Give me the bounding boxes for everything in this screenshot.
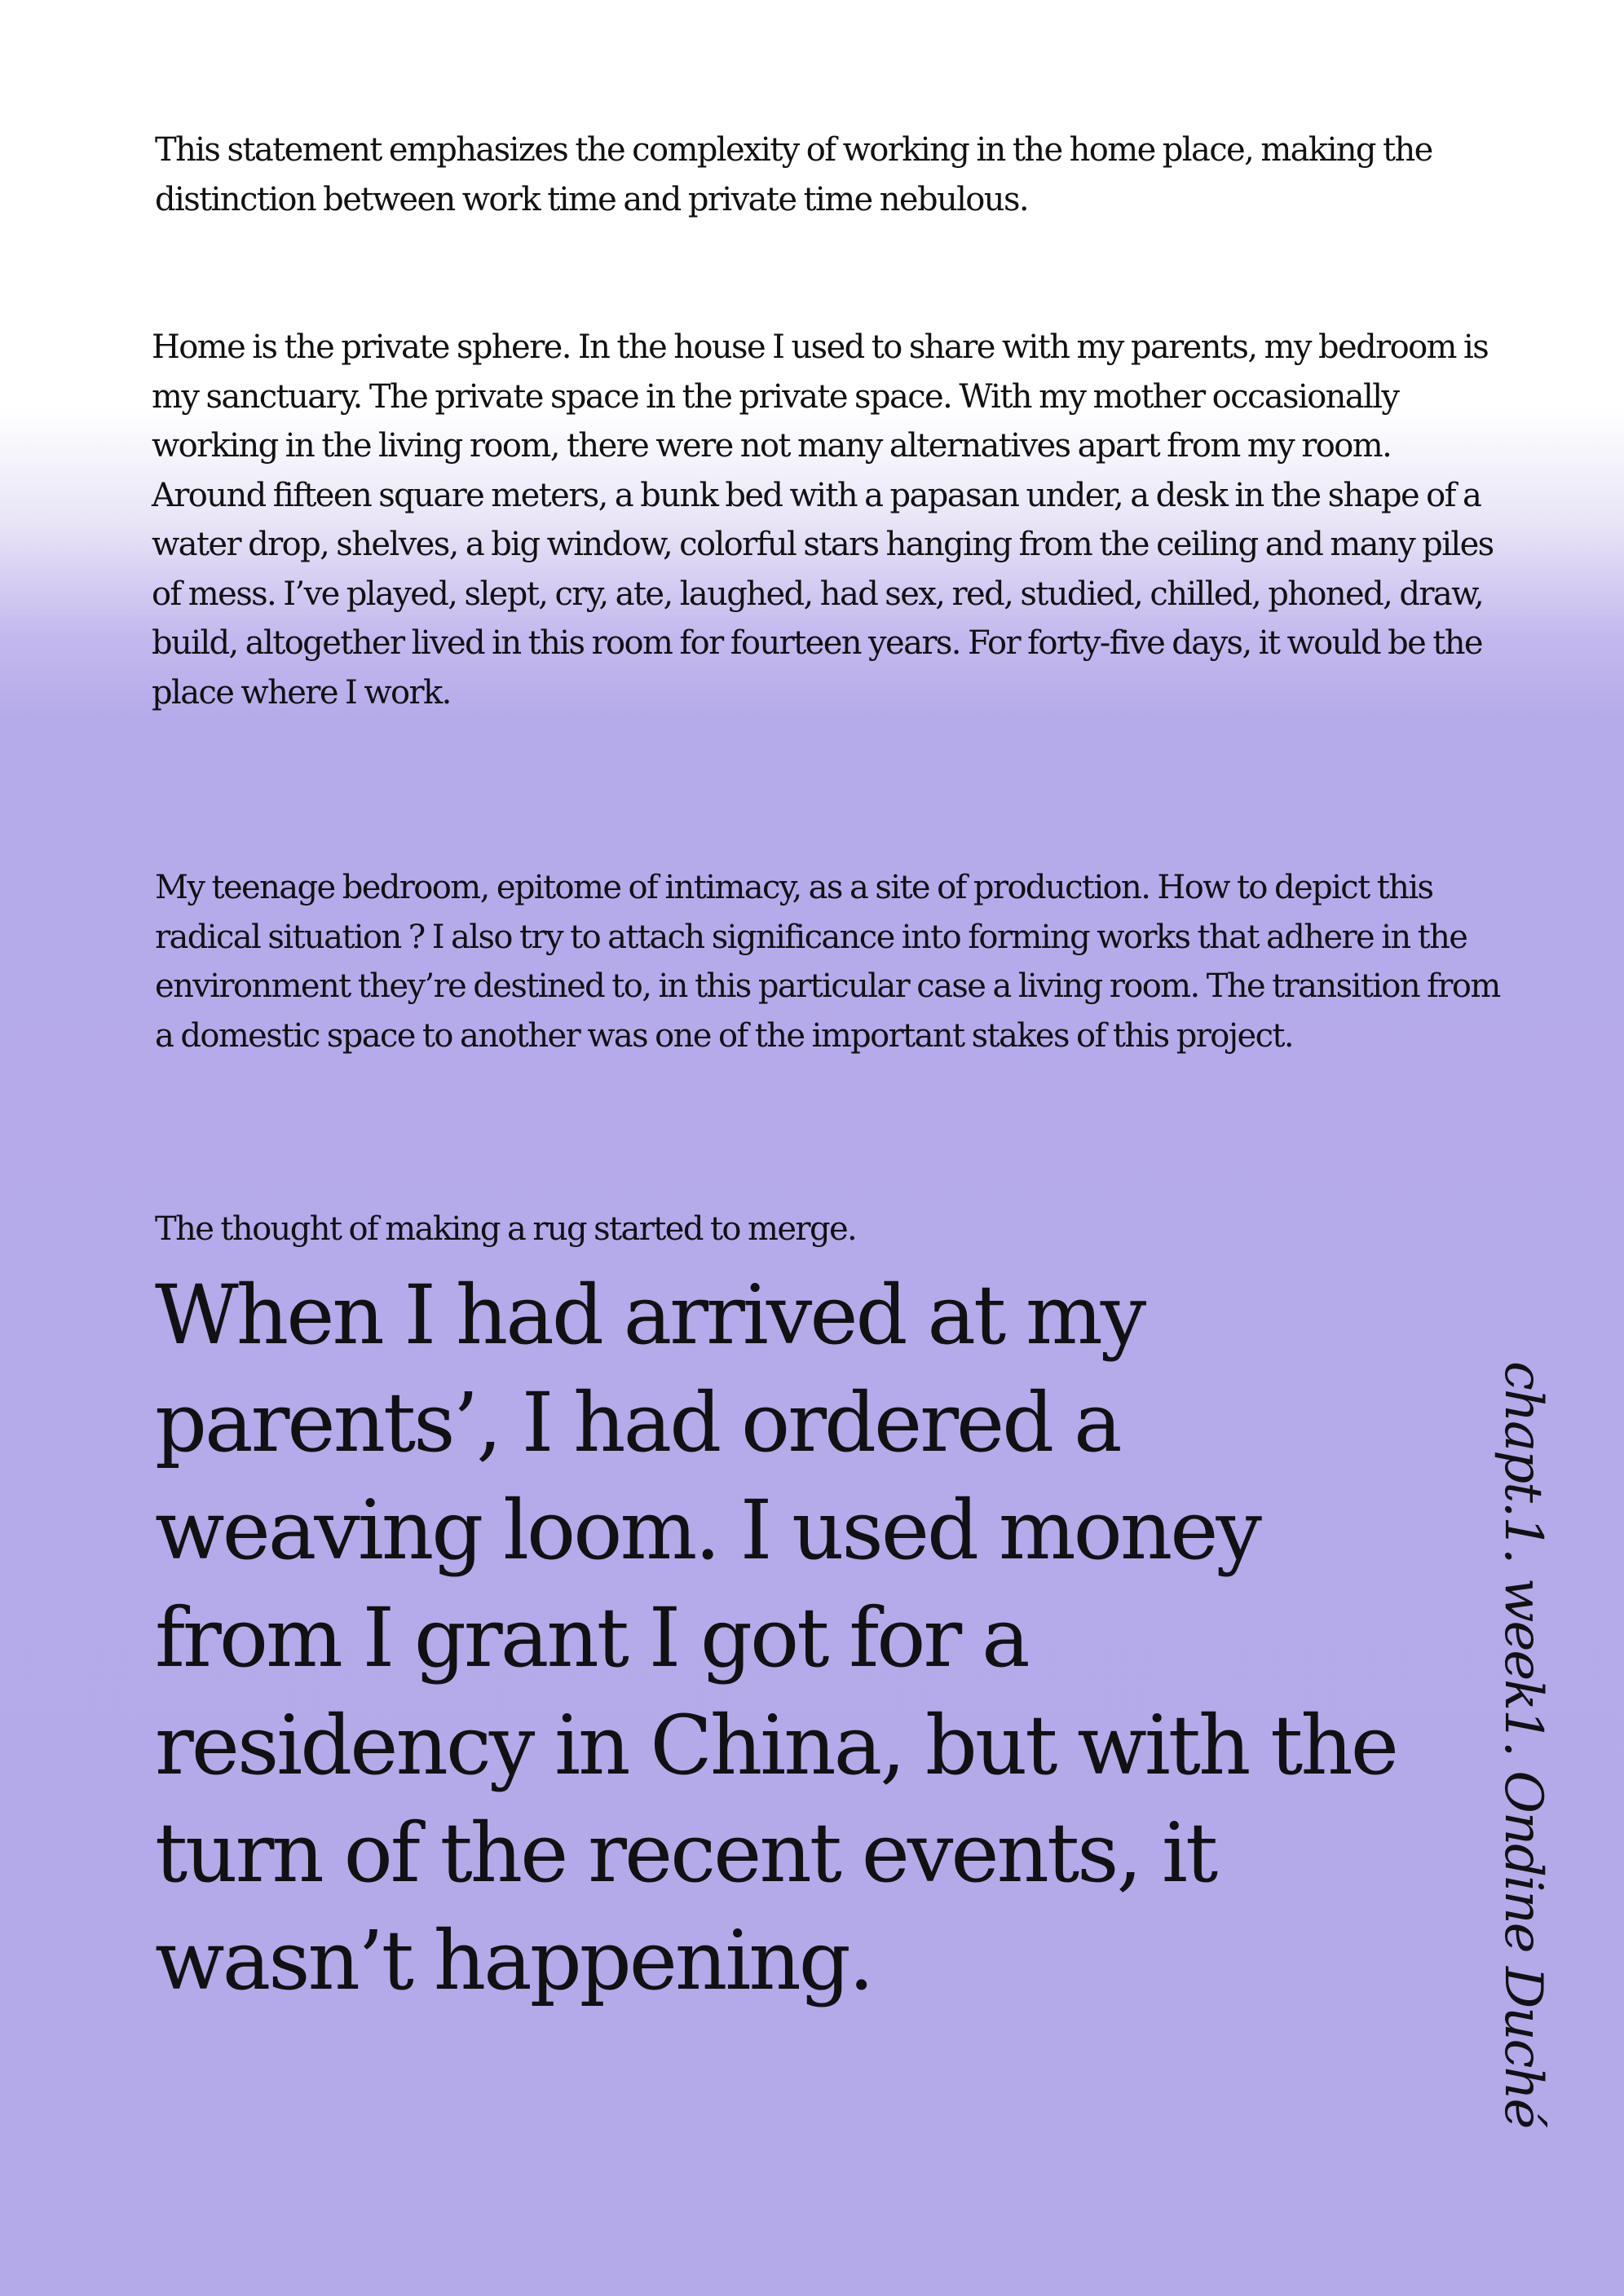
paragraph-site-of-production: My teenage bedroom, epitome of intimacy, as a site of production. How to depict this radical situation ? I also try to attach significance into forming works that adhere in the environment they’re destined to, in this particular case a living room. The transition from a domestic space to another was one of the important stakes of this project. bbox=[155, 869, 1500, 1055]
paragraph-rug: The thought of making a rug started to merge. bbox=[155, 1210, 857, 1248]
paragraph-bedroom: Home is the private sphere. In the house I used to share with my parents, my bedroom is my sanctuary. The private space in the private space. With my mother occasionally working in the living room, there were not many alternatives apart from my room. Around fifteen square meters, a bunk bed with a papasan under, a desk in the shape of a water drop, shelves, a big window, colorful stars hanging from the ceiling and many piles of mess. I’ve played, slept, cry, ate, laughed, had sex, red, studied, chilled, phoned, draw, build, altogether lived in this room for fourteen years. For forty-five days, it would be the place where I work. bbox=[152, 328, 1494, 712]
side-caption: chapt.1. week1. Ondine Duché bbox=[1493, 1361, 1553, 2128]
pull-quote: When I had arrived at my parents’, I had ordered a weaving loom. I used money from I grant I got for a residency in China, but with the turn of the recent events, it wasn’t happening. bbox=[155, 1267, 1397, 2008]
paragraph-work-time: This statement emphasizes the complexity of working in the home place, making the distinction between work time and private time nebulous. bbox=[155, 131, 1432, 218]
